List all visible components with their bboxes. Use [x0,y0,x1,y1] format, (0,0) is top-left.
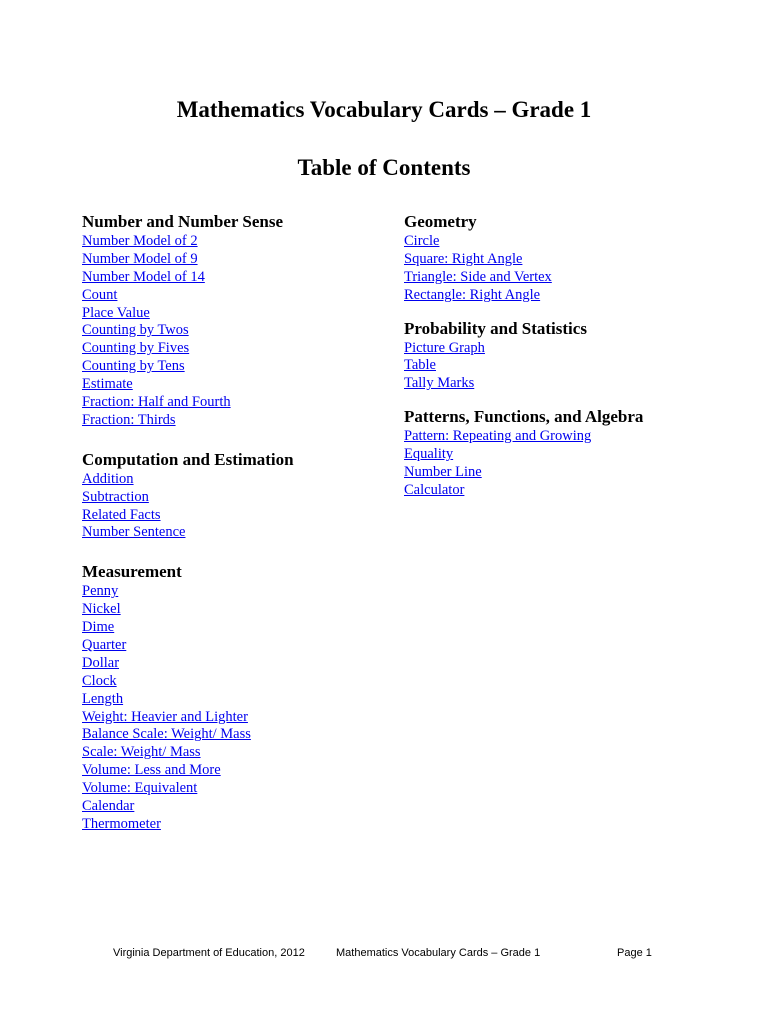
toc-link[interactable]: Penny [82,583,119,600]
toc-link[interactable]: Pattern: Repeating and Growing [404,428,592,445]
section-heading: Measurement [82,562,182,582]
toc-list-item [404,428,744,446]
toc-link[interactable]: Counting by Twos [82,322,189,339]
toc-link[interactable]: Tally Marks [404,375,475,392]
toc-list-item [82,709,382,727]
toc-link[interactable]: Number Line [404,464,482,481]
toc-list-item [82,233,382,251]
toc-link[interactable]: Calendar [82,798,135,815]
toc-list-item [82,655,382,673]
toc-right-column [404,212,744,500]
toc-section-patterns-functions-and-algebra [404,407,744,500]
toc-list-item [404,464,744,482]
toc-list-item [82,340,382,358]
toc-list-item [82,376,382,394]
toc-list-item [82,619,382,637]
toc-link[interactable]: Clock [82,672,117,689]
toc-link[interactable]: Addition [82,470,134,487]
toc-link[interactable]: Counting by Tens [82,358,185,375]
toc-list-item [404,375,744,393]
toc-link[interactable]: Estimate [82,376,133,393]
toc-list-item [82,816,382,834]
table-of-contents-title: Table of Contents [297,155,471,180]
toc-section-number-and-number-sense [82,212,382,430]
toc-link[interactable]: Volume: Equivalent [82,780,198,797]
toc-list-item [82,287,382,305]
footer-document-title: Mathematics Vocabulary Cards – Grade 1 [336,947,541,959]
toc-link[interactable]: Calculator [404,481,465,498]
toc-list-item [82,691,382,709]
toc-list-item [82,305,382,323]
toc-link[interactable]: Balance Scale: Weight/ Mass [82,726,251,743]
toc-link[interactable]: Circle [404,233,440,249]
footer-publisher: Virginia Department of Education, 2012 [113,947,305,959]
toc-list-item [404,446,744,464]
toc-list-item [82,601,382,619]
section-item-list [82,233,382,430]
toc-link[interactable]: Number Model of 14 [82,268,205,285]
footer-page-number: Page 1 [617,947,652,959]
toc-list-item [82,780,382,798]
toc-list-item [82,251,382,269]
toc-list-item [404,357,744,375]
toc-list-item [82,583,382,601]
toc-link[interactable]: Picture Graph [404,339,485,356]
toc-list-item [82,471,382,489]
toc-link[interactable]: Number Sentence [82,524,186,541]
toc-list-item [404,269,744,287]
toc-list-item [82,798,382,816]
toc-link[interactable]: Triangle: Side and Vertex [404,268,552,285]
toc-link[interactable]: Thermometer [82,815,161,832]
toc-section-measurement [82,562,382,833]
toc-list-item [82,726,382,744]
toc-list-item [404,251,744,269]
section-heading: Number and Number Sense [82,212,284,231]
toc-link[interactable]: Fraction: Thirds [82,411,176,428]
toc-list-item [82,358,382,376]
toc-list-item [82,322,382,340]
toc-link[interactable]: Number Model of 9 [82,250,198,267]
toc-left-column [82,212,382,834]
section-heading: Computation and Estimation [82,449,294,469]
toc-link[interactable]: Count [82,286,118,303]
section-item-list [404,340,744,394]
toc-section-geometry [404,212,744,305]
toc-link[interactable]: Counting by Fives [82,340,190,357]
toc-list-item [82,394,382,412]
toc-link[interactable]: Square: Right Angle [404,250,523,267]
toc-list-item [82,744,382,762]
toc-link[interactable]: Length [82,690,124,707]
toc-list-item [82,524,382,542]
toc-link[interactable]: Subtraction [82,488,149,505]
toc-link[interactable]: Table [404,357,436,374]
toc-section-probability-and-statistics [404,319,744,394]
section-item-list [404,428,744,500]
toc-list-item [82,412,382,430]
section-item-list [404,233,744,305]
section-heading: Geometry [404,212,477,231]
toc-link[interactable]: Place Value [82,304,150,321]
section-heading: Patterns, Functions, and Algebra [404,407,644,427]
toc-list-item [404,287,744,305]
toc-link[interactable]: Fraction: Half and Fourth [82,394,231,411]
section-heading: Probability and Statistics [404,318,587,338]
section-item-list [82,471,382,543]
toc-link[interactable]: Dollar [82,654,120,671]
section-item-list [82,583,382,833]
toc-link[interactable]: Volume: Less and More [82,762,221,779]
toc-list-item [82,762,382,780]
toc-list-item [82,507,382,525]
toc-link[interactable]: Rectangle: Right Angle [404,286,541,303]
toc-link[interactable]: Number Model of 2 [82,233,198,249]
toc-list-item [82,489,382,507]
toc-link[interactable]: Quarter [82,637,127,654]
toc-list-item [82,637,382,655]
toc-list-item [404,482,744,500]
toc-list-item [404,233,744,251]
toc-link[interactable]: Nickel [82,601,121,618]
toc-list-item [404,340,744,358]
toc-section-computation-and-estimation [82,450,382,543]
toc-link[interactable]: Scale: Weight/ Mass [82,744,201,761]
toc-link[interactable]: Dime [82,619,115,636]
document-title: Mathematics Vocabulary Cards – Grade 1 [176,97,592,122]
toc-link[interactable]: Equality [404,446,454,463]
toc-link[interactable]: Weight: Heavier and Lighter [82,708,248,725]
toc-link[interactable]: Related Facts [82,506,161,523]
toc-list-item [82,673,382,691]
toc-list-item [82,269,382,287]
